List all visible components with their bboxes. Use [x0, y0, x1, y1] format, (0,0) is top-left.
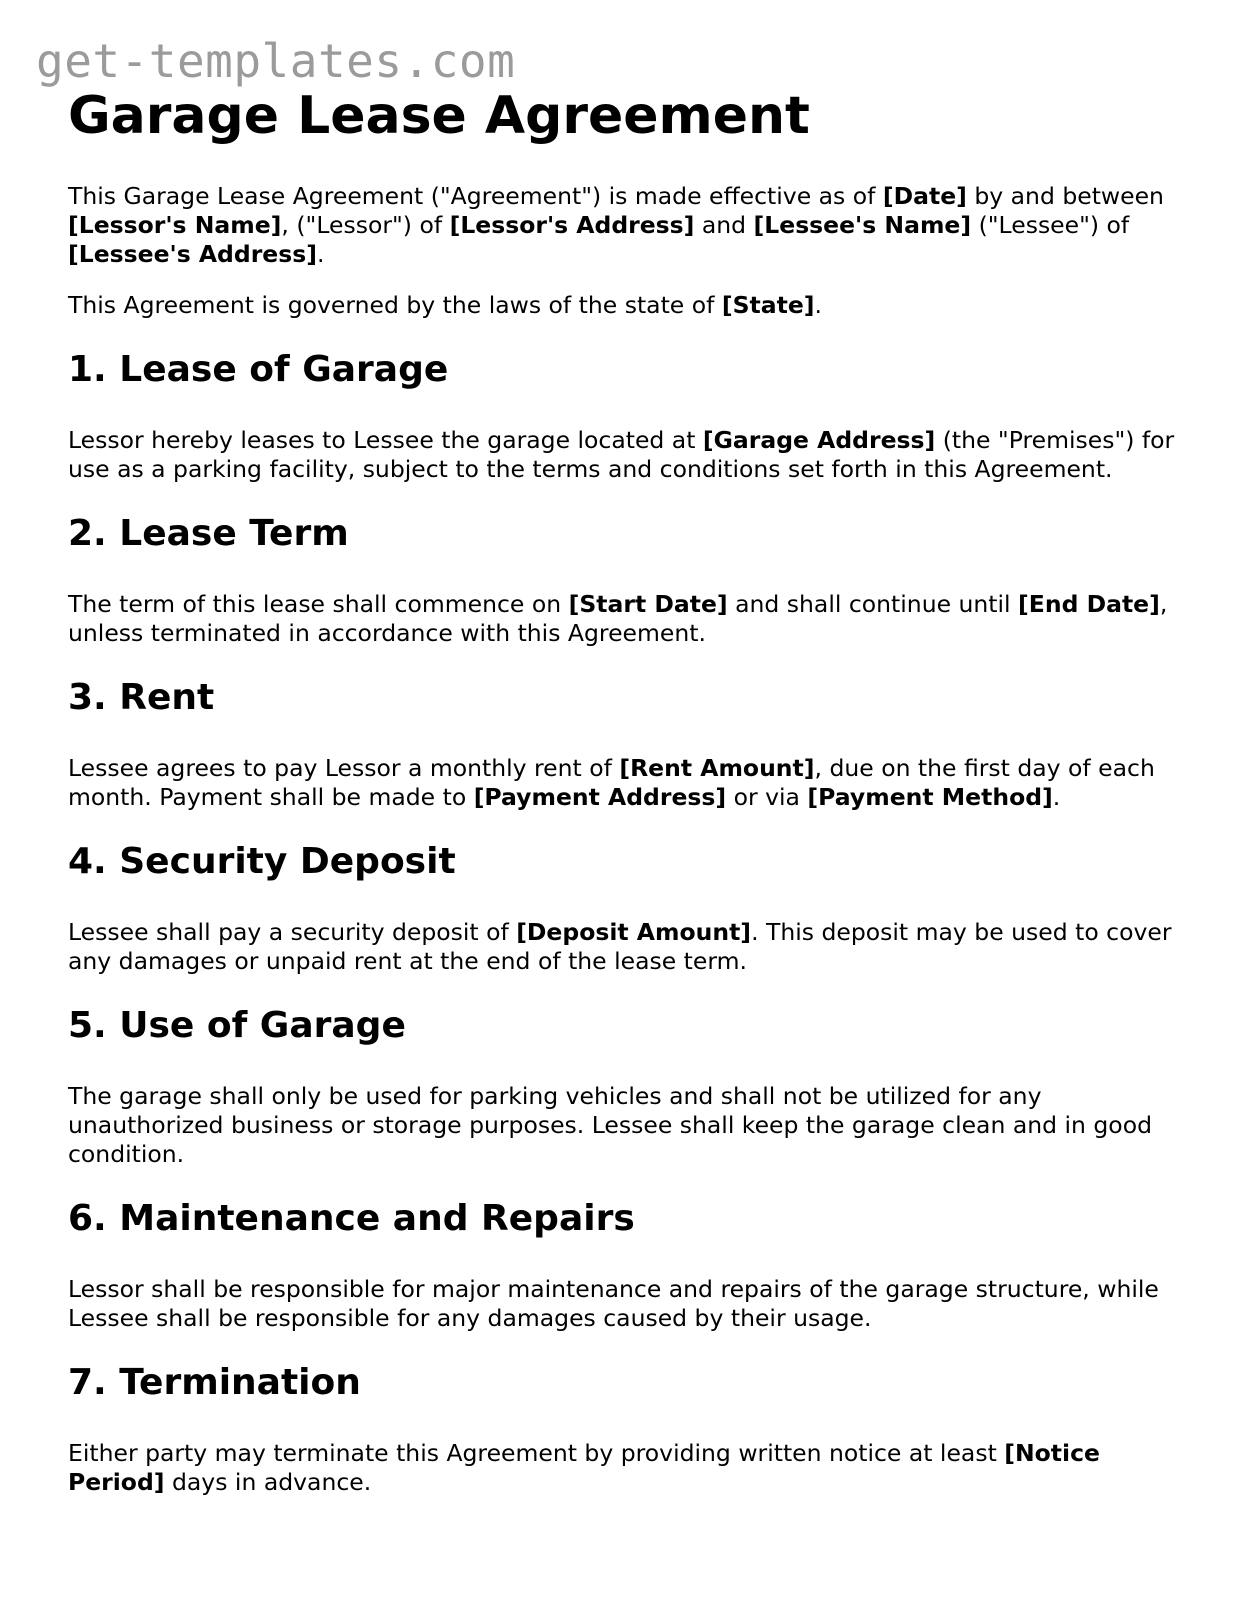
section-text-maintenance-and-repairs: Lessor shall be responsible for major maintenance and repairs of the garage structure, while Lessee shall be responsible for any damages caused by their usage.: [68, 1275, 1159, 1332]
governing-law-paragraph: [68, 291, 1188, 320]
text-run: Either party may terminate this Agreement by providing written notice at least: [68, 1439, 1005, 1467]
text-run: This Agreement is governed by the laws of the state of: [68, 291, 722, 319]
placeholder-payment-method: [Payment Method]: [807, 783, 1053, 811]
section-heading-use-of-garage: 5. Use of Garage: [68, 1005, 406, 1046]
text-run: This Garage Lease Agreement ("Agreement") is made effective as of: [68, 182, 883, 210]
placeholder-deposit-amount: [Deposit Amount]: [516, 918, 752, 946]
text-run: , unless terminated in accordance with this Agreement.: [68, 590, 1168, 647]
section-text-rent: [68, 754, 1188, 812]
text-run: .: [1052, 783, 1061, 811]
section-text-security-deposit: [68, 918, 1188, 976]
intro-paragraph: [68, 182, 1188, 269]
text-run: or via: [726, 783, 808, 811]
section-heading-maintenance-and-repairs: 6. Maintenance and Repairs: [68, 1198, 635, 1239]
text-run: .: [316, 240, 325, 268]
section-text-lease-of-garage: [68, 426, 1188, 484]
placeholder-lessee-name: [Lessee's Name]: [753, 211, 972, 239]
text-run: and: [694, 211, 754, 239]
section-text-lease-term: [68, 590, 1188, 648]
document-body: [68, 84, 1188, 1519]
placeholder-start-date: [Start Date]: [568, 590, 728, 618]
section-heading-security-deposit: 4. Security Deposit: [68, 841, 456, 882]
text-run: , ("Lessor") of: [281, 211, 450, 239]
placeholder-lessor-address: [Lessor's Address]: [449, 211, 695, 239]
document-title: Garage Lease Agreement: [68, 86, 810, 146]
section-text-termination: [68, 1439, 1188, 1497]
placeholder-rent-amount: [Rent Amount]: [619, 754, 815, 782]
placeholder-payment-address: [Payment Address]: [473, 783, 727, 811]
placeholder-state: [State]: [721, 291, 815, 319]
text-run: , due on the first day of each month. Payment shall be made to: [68, 754, 1155, 811]
placeholder-date: [Date]: [882, 182, 967, 210]
text-run: Lessee shall pay a security deposit of: [68, 918, 517, 946]
text-run: and shall continue until: [727, 590, 1019, 618]
section-heading-lease-term: 2. Lease Term: [68, 513, 349, 554]
placeholder-end-date: [End Date]: [1018, 590, 1160, 618]
text-run: Lessee agrees to pay Lessor a monthly rent of: [68, 754, 620, 782]
text-run: .: [814, 291, 822, 319]
watermark-text: get-templates.com: [36, 34, 516, 88]
text-run: (the "Premises") for use as a parking facility, subject to the terms and conditions set forth in this Agreement.: [68, 426, 1175, 483]
section-heading-lease-of-garage: 1. Lease of Garage: [68, 349, 449, 390]
placeholder-lessor-name: [Lessor's Name]: [68, 211, 282, 239]
text-run: ("Lessee") of: [971, 211, 1130, 239]
text-run: The term of this lease shall commence on: [68, 590, 569, 618]
text-run: days in advance.: [164, 1468, 372, 1496]
placeholder-lessee-address: [Lessee's Address]: [68, 240, 317, 268]
text-run: by and between: [966, 182, 1164, 210]
placeholder-garage-address: [Garage Address]: [702, 426, 936, 454]
text-run: . This deposit may be used to cover any damages or unpaid rent at the end of the lease term.: [68, 918, 1172, 975]
section-heading-termination: 7. Termination: [68, 1362, 361, 1403]
section-heading-rent: 3. Rent: [68, 677, 215, 718]
section-text-use-of-garage: The garage shall only be used for parking vehicles and shall not be utilized for any unauthorized business or storage purposes. Lessee shall keep the garage clean and in good condition.: [68, 1082, 1152, 1168]
text-run: Lessor hereby leases to Lessee the garage located at: [68, 426, 703, 454]
placeholder-notice-period: [Notice Period]: [68, 1439, 1100, 1496]
